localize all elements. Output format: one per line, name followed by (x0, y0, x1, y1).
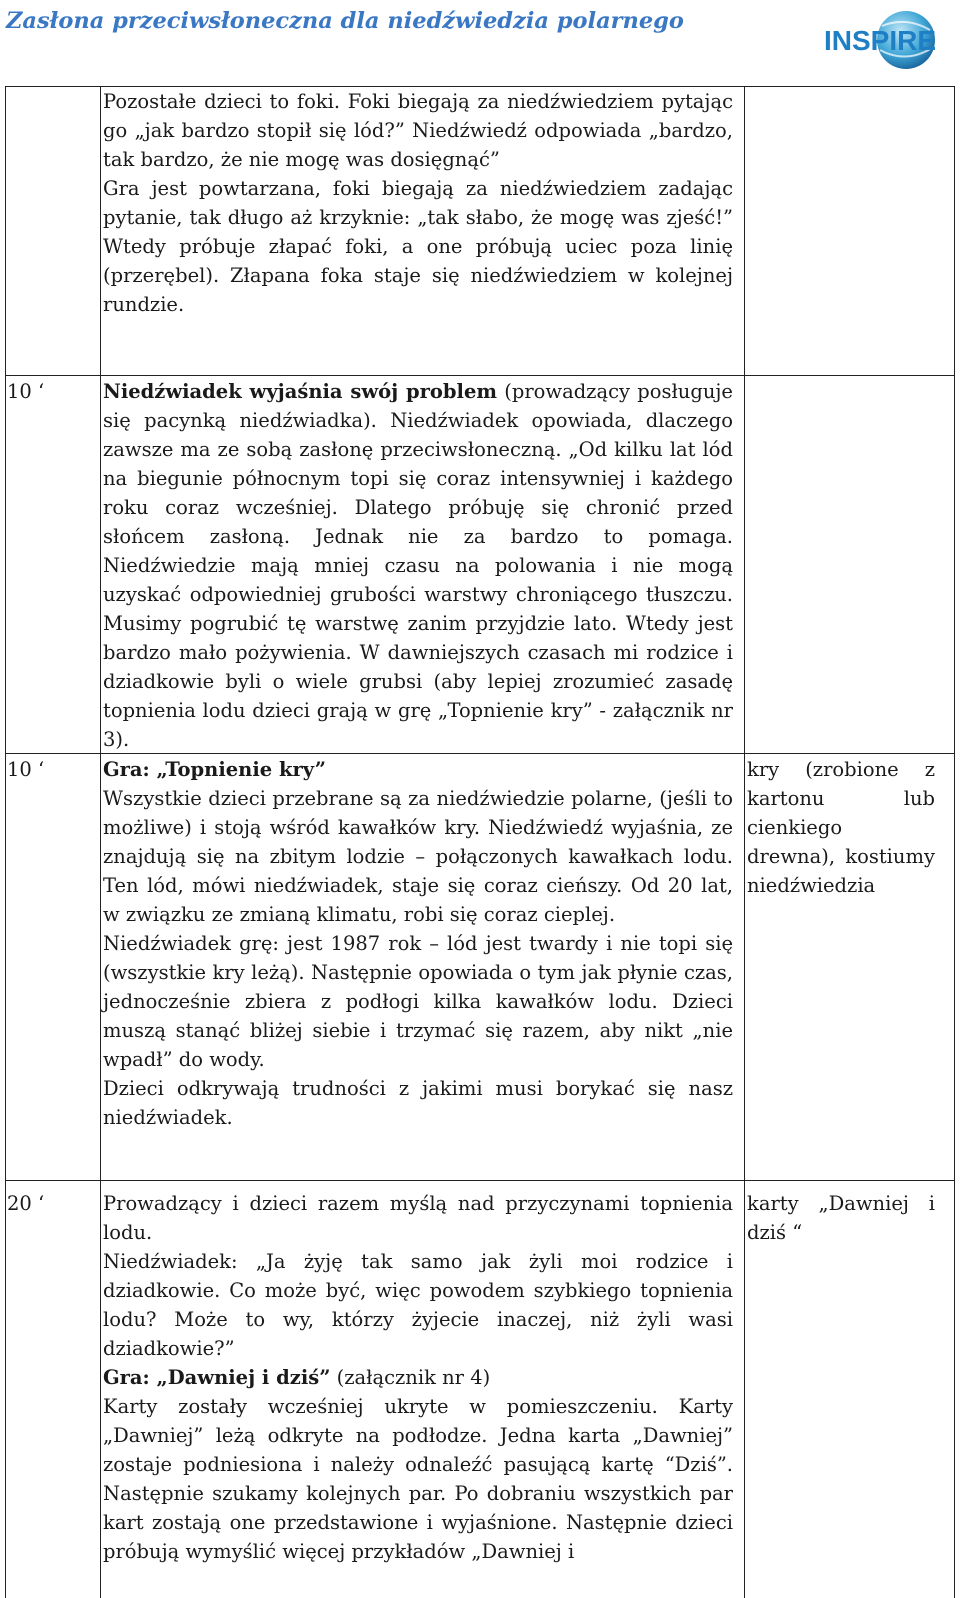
document-title: Zasłona przeciwsłoneczna dla niedźwiedzia polarnego (6, 8, 684, 34)
activity-heading: Gra: „Topnienie kry” (103, 758, 326, 781)
paragraph: Dzieci odkrywają trudności z jakimi musi borykać się nasz niedźwiadek. (103, 1077, 733, 1129)
inspire-logo (822, 6, 947, 74)
activity-text: (prowadzący posługuje się pacynką niedźwiadka). Niedźwiadek opowiada, dlaczego zawsze ma ze sobą zasłonę przeciwsłoneczną. „Od kilku lat lód na biegunie północnym topi się coraz intensywniej i każdego roku coraz wcześniej. Dlatego próbuję się chronić przed słońcem zasłoną. Jednak nie za bardzo to pomaga. Niedźwiedzie mają mniej czasu na polowania i nie mogą uzyskać odpowiedniej grubości warstwy chroniącego tłuszczu. Musimy pogrubić tę warstwę zanim przyjdzie lato. Wtedy jest bardzo mało pożywienia. W dawniejszych czasach mi rodzice i dziadkowie byli o wiele grubsi (aby lepiej zrozumieć zasadę topnienia lodu dzieci grają w grę „Topnienie kry” - załącznik nr 3). (103, 380, 733, 751)
activity-heading: Gra: „Dawniej i dziś” (103, 1366, 331, 1389)
materials-cell-3: kry (zrobione z kartonu lub cienkiego drewna), kostiumy niedźwiedzia (747, 758, 935, 897)
paragraph (103, 1363, 733, 1392)
time-cell-2: 10 ‘ (7, 380, 45, 403)
row-divider-1 (6, 375, 954, 376)
activity-heading: Niedźwiadek wyjaśnia swój problem (103, 380, 497, 403)
paragraph: Wszystkie dzieci przebrane są za niedźwiedzie polarne, (jeśli to możliwe) i stoją wśród kawałków kry. Niedźwiedź wyjaśnia, ze znajdują się na zbitym lodzie – połączonych kawałkach lodu. Ten lód, mówi niedźwiadek, staje się coraz cieńszy. Od 20 lat, w związku ze zmianą klimatu, robi się coraz cieplej. (103, 787, 733, 926)
row-divider-3 (6, 1180, 954, 1181)
activity-text: (załącznik nr 4) (330, 1366, 491, 1389)
time-cell-3: 10 ‘ (7, 758, 45, 781)
column-divider-2 (744, 87, 745, 1598)
time-cell-4: 20 ‘ (7, 1192, 45, 1215)
activity-cell-2 (103, 377, 733, 754)
column-divider-1 (100, 87, 101, 1598)
paragraph: Prowadzący i dzieci razem myślą nad przyczynami topnienia lodu. (103, 1192, 733, 1244)
logo-wordmark: INSPIRE (824, 25, 937, 56)
paragraph: Niedźwiadek grę: jest 1987 rok – lód jest twardy i nie topi się (wszystkie kry leżą). Następnie opowiada o tym jak płynie czas, jednocześnie zbiera z podłogi kilka kawałków lodu. Dzieci muszą stanąć bliżej siebie i trzymać się razem, aby nikt „nie wpadł” do wody. (103, 932, 733, 1071)
activity-cell-4 (103, 1189, 733, 1566)
materials-cell-4: karty „Dawniej i dziś “ (747, 1192, 935, 1244)
activity-cell-3 (103, 755, 733, 1132)
paragraph: Gra jest powtarzana, foki biegają za niedźwiedziem zadając pytanie, tak długo aż krzyknie: „tak słabo, że mogę was zjeść!” Wtedy próbuje złapać foki, a one próbują uciec poza linię (przerębel). Złapana foka staje się niedźwiedziem w kolejnej rundzie. (103, 177, 733, 316)
page-header (0, 0, 960, 80)
activity-cell-1 (103, 87, 733, 319)
paragraph (103, 377, 733, 754)
paragraph: Pozostałe dzieci to foki. Foki biegają za niedźwiedziem pytając go „jak bardzo stopił się lód?” Niedźwiedź odpowiada „bardzo, tak bardzo, że nie mogę was dosięgnąć” (103, 90, 733, 171)
paragraph: Karty zostały wcześniej ukryte w pomieszczeniu. Karty „Dawniej” leżą odkryte na podłodze. Jedna karta „Dawniej” zostaje podniesiona i należy odnaleźć pasującą kartę “Dziś”. Następnie szukamy kolejnych par. Po dobraniu wszystkich par kart zostają one przedstawione i wyjaśnione. Następnie dzieci próbują wymyślić więcej przykładów „Dawniej i (103, 1395, 733, 1563)
paragraph: Niedźwiadek: „Ja żyję tak samo jak żyli moi rodzice i dziadkowie. Co może być, więc powodem szybkiego topnienia lodu? Może to wy, którzy żyjecie inaczej, niż żyli wasi dziadkowie?” (103, 1250, 733, 1360)
